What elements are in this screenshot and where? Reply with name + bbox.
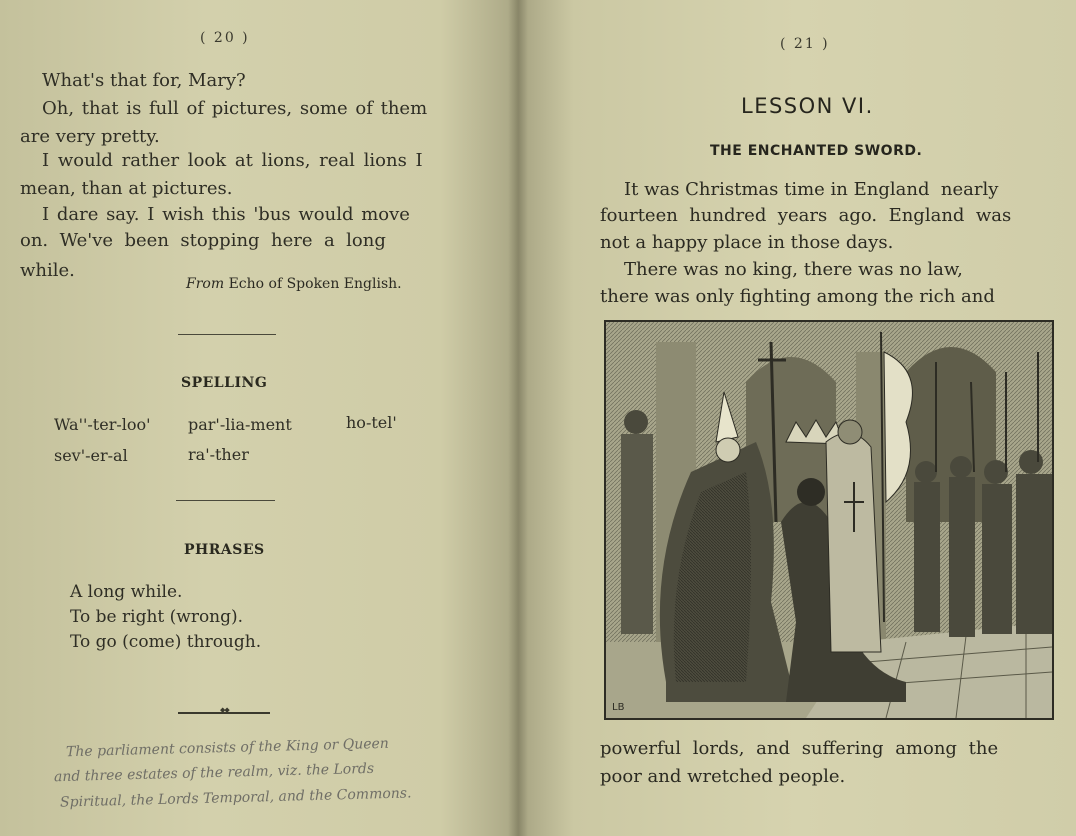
handwritten-note-line: Spiritual, the Lords Temporal, and the Commons. [59, 785, 412, 811]
body-line: poor and wretched people. [600, 766, 846, 787]
story-title: THE ENCHANTED SWORD. [710, 143, 923, 159]
illustration-monogram: LB [612, 702, 625, 713]
dialogue-line: while. [20, 260, 75, 281]
handwritten-note-line: The parliament consists of the King or Queen [65, 735, 390, 761]
body-line: not a happy place in those days. [600, 232, 894, 253]
dialogue-line: mean, than at pictures. [20, 178, 233, 199]
spelling-word: ho-tel' [346, 413, 397, 432]
phrases-heading: PHRASES [184, 542, 265, 558]
end-ornament [178, 712, 270, 714]
source-citation [186, 276, 402, 292]
page-number-left: ( 20 ) [200, 30, 250, 46]
book-gutter [508, 0, 528, 836]
phrase-item: A long while. [70, 582, 183, 602]
lesson-heading: LESSON VI. [741, 94, 874, 118]
divider-rule [176, 500, 275, 501]
spelling-word: sev'-er-al [54, 446, 128, 465]
left-page [0, 0, 518, 836]
dialogue-line: are very pretty. [20, 126, 160, 147]
source-from: From [186, 276, 225, 292]
body-line: It was Christmas time in England nearly [624, 179, 999, 200]
handwritten-note-line: and three estates of the realm, viz. the Lords [53, 760, 375, 786]
spelling-heading: SPELLING [181, 375, 268, 391]
phrase-item: To be right (wrong). [70, 607, 244, 627]
body-line: There was no king, there was no law, [624, 259, 963, 280]
body-line: powerful lords, and suffering among the [600, 738, 999, 759]
page-number-right: ( 21 ) [780, 36, 830, 52]
coronation-illustration [604, 320, 1054, 720]
source-title: Echo of Spoken English. [228, 276, 402, 292]
divider-rule [178, 334, 276, 335]
dialogue-line: on. We've been stopping here a long [20, 230, 386, 251]
dialogue-line: What's that for, Mary? [42, 70, 246, 91]
dialogue-line: I would rather look at lions, real lions I [42, 150, 423, 171]
spelling-word: par'-lia-ment [188, 415, 292, 434]
phrase-item: To go (come) through. [70, 632, 262, 652]
body-line: fourteen hundred years ago. England was [600, 205, 1012, 226]
dialogue-line: I dare say. I wish this 'bus would move [42, 204, 410, 225]
spelling-word: Wa''-ter-loo' [54, 415, 151, 434]
spelling-word: ra'-ther [188, 445, 249, 464]
body-line: there was only fighting among the rich and [600, 286, 995, 307]
dialogue-line: Oh, that is full of pictures, some of them [42, 98, 428, 119]
coronation-engraving [606, 322, 1052, 718]
